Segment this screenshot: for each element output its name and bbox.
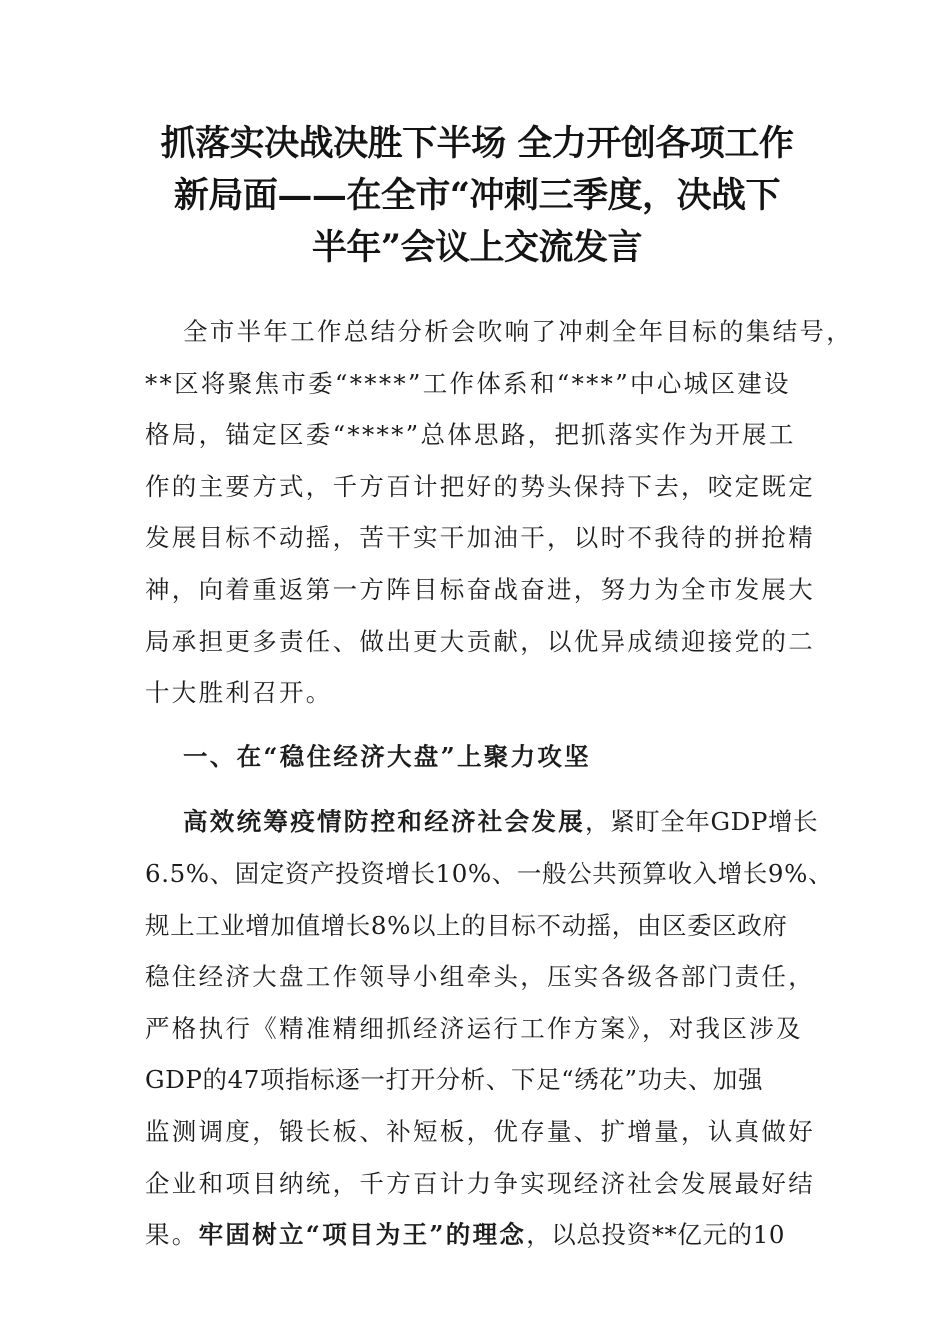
section-heading: 一、在“稳住经济大盘”上聚力攻坚 [183, 741, 591, 771]
document-title [145, 118, 809, 274]
title-line: 新局面——在全市“冲刺三季度，决战下 [173, 175, 781, 216]
document-page [145, 118, 853, 1261]
lead-continuation: ，紧盯全年GDP增长 [585, 807, 819, 837]
paragraph-line: **区将聚焦市委“****”工作体系和“***”中心城区建设 [145, 368, 791, 398]
intro-paragraph [145, 306, 853, 719]
bold-lead-phrase: 高效统筹疫情防控和经济社会发展 [183, 807, 585, 837]
title-line: 抓落实决战决胜下半场 全力开创各项工作 [160, 123, 794, 164]
paragraph-line: 十大胜利召开。 [145, 678, 333, 708]
paragraph-line: 企业和项目纳统，千方百计力争实现经济社会发展最好结 [145, 1168, 815, 1198]
paragraph-line: GDP的47项指标逐一打开分析、下足“绣花”功夫、加强 [145, 1065, 764, 1095]
paragraph-line: 6.5%、固定资产投资增长10%、一般公共预算收入增长9%、 [145, 858, 834, 888]
section-paragraph [145, 796, 834, 1260]
paragraph-line: 作的主要方式，千方百计把好的势头保持下去，咬定既定 [145, 471, 815, 501]
line-prefix: 果。 [145, 1220, 199, 1250]
paragraph-line: 规上工业增加值增长8%以上的目标不动摇，由区委区政府 [145, 910, 788, 940]
paragraph-line: 监测调度，锻长板、补短板，优存量、扩增量，认真做好 [145, 1116, 815, 1146]
paragraph-line: 严格执行《精准精细抓经济运行工作方案》，对我区涉及 [145, 1013, 803, 1043]
paragraph-line: 发展目标不动摇，苦干实干加油干，以时不我待的拼抢精 [145, 523, 815, 553]
paragraph-line [145, 1209, 809, 1261]
document-body [145, 306, 853, 1261]
title-line: 半年”会议上交流发言 [311, 227, 643, 268]
bold-lead-phrase: 牢固树立“项目为王”的理念 [198, 1220, 527, 1250]
paragraph-line: 局承担更多责任、做出更大贡献，以优异成绩迎接党的二 [145, 626, 815, 656]
line-continuation: ，以总投资**亿元的10 [526, 1220, 786, 1250]
paragraph-line [145, 796, 819, 848]
paragraph-line: 全市半年工作总结分析会吹响了冲刺全年目标的集结号， [183, 317, 853, 346]
paragraph-line: 稳住经济大盘工作领导小组牵头，压实各级各部门责任， [145, 962, 815, 992]
paragraph-line: 格局，锚定区委“****”总体思路，把抓落实作为开展工 [145, 420, 796, 450]
paragraph-line: 神，向着重返第一方阵目标奋战奋进，努力为全市发展大 [145, 574, 815, 604]
